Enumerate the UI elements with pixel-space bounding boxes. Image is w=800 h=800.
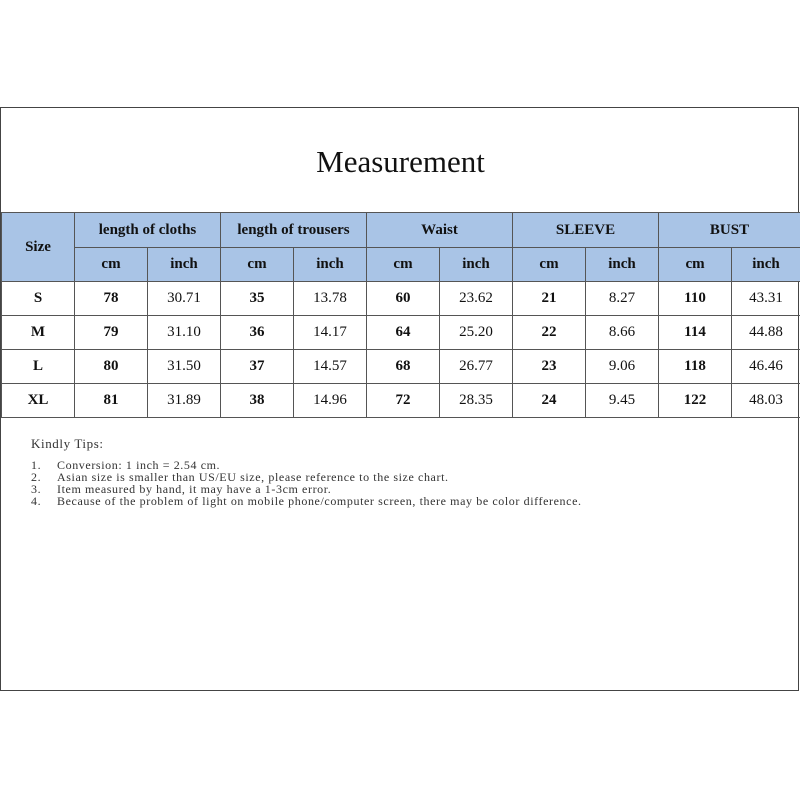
table-cell: 37 (221, 350, 294, 384)
unit-header-inch: inch (586, 248, 659, 282)
table-cell: 22 (513, 316, 586, 350)
size-table (1, 212, 800, 418)
size-label: L (2, 350, 75, 384)
list-item (31, 495, 657, 507)
unit-header-inch: inch (148, 248, 221, 282)
table-cell: 13.78 (294, 282, 367, 316)
tip-number: 3. (31, 482, 42, 496)
table-cell: 72 (367, 384, 440, 418)
unit-header-cm: cm (221, 248, 294, 282)
table-cell: 23 (513, 350, 586, 384)
tips-heading: Kindly Tips: (31, 436, 104, 451)
group-header-sleeve: SLEEVE (513, 213, 659, 248)
chart-title: Measurement (316, 144, 485, 179)
unit-header-cm: cm (513, 248, 586, 282)
table-cell: 114 (659, 316, 732, 350)
table-cell: 118 (659, 350, 732, 384)
tip-text: Asian size is smaller than US/EU size, please reference to the size chart. (57, 470, 449, 484)
table-row (2, 282, 800, 316)
table-cell: 81 (75, 384, 148, 418)
tip-text: Conversion: 1 inch = 2.54 cm. (57, 458, 221, 472)
group-header-waist: Waist (367, 213, 513, 248)
table-cell: 14.17 (294, 316, 367, 350)
size-column-header: Size (2, 213, 75, 282)
unit-header-cm: cm (367, 248, 440, 282)
group-header-length-of-trousers: length of trousers (221, 213, 367, 248)
table-cell: 24 (513, 384, 586, 418)
unit-header-cm: cm (75, 248, 148, 282)
tip-number: 2. (31, 470, 42, 484)
table-cell: 31.10 (148, 316, 221, 350)
table-cell: 44.88 (732, 316, 800, 350)
table-cell: 8.27 (586, 282, 659, 316)
table-cell: 31.50 (148, 350, 221, 384)
tip-number: 4. (31, 494, 42, 508)
table-cell: 38 (221, 384, 294, 418)
table-cell: 26.77 (440, 350, 513, 384)
size-chart-panel (0, 107, 799, 691)
table-cell: 36 (221, 316, 294, 350)
table-cell: 46.46 (732, 350, 800, 384)
unit-header-inch: inch (732, 248, 800, 282)
unit-header-inch: inch (440, 248, 513, 282)
group-header-bust: BUST (659, 213, 800, 248)
table-cell: 110 (659, 282, 732, 316)
group-header-length-of-cloths: length of cloths (75, 213, 221, 248)
table-cell: 122 (659, 384, 732, 418)
table-row (2, 316, 800, 350)
tips-list (31, 459, 657, 507)
kindly-tips (31, 436, 657, 507)
table-row (2, 384, 800, 418)
table-cell: 43.31 (732, 282, 800, 316)
header-row-groups (2, 213, 800, 248)
table-cell: 14.57 (294, 350, 367, 384)
header-row-units (2, 248, 800, 282)
table-cell: 9.45 (586, 384, 659, 418)
unit-header-inch: inch (294, 248, 367, 282)
table-cell: 23.62 (440, 282, 513, 316)
table-cell: 64 (367, 316, 440, 350)
table-cell: 30.71 (148, 282, 221, 316)
tip-text: Item measured by hand, it may have a 1-3cm error. (57, 482, 332, 496)
table-cell: 35 (221, 282, 294, 316)
table-cell: 79 (75, 316, 148, 350)
table-cell: 21 (513, 282, 586, 316)
table-cell: 78 (75, 282, 148, 316)
table-cell: 14.96 (294, 384, 367, 418)
tip-text: Because of the problem of light on mobile phone/computer screen, there may be color difference. (57, 494, 582, 508)
table-cell: 28.35 (440, 384, 513, 418)
table-cell: 9.06 (586, 350, 659, 384)
unit-header-cm: cm (659, 248, 732, 282)
table-cell: 80 (75, 350, 148, 384)
table-cell: 48.03 (732, 384, 800, 418)
table-cell: 8.66 (586, 316, 659, 350)
table-cell: 25.20 (440, 316, 513, 350)
size-label: XL (2, 384, 75, 418)
table-cell: 60 (367, 282, 440, 316)
table-row (2, 350, 800, 384)
size-label: S (2, 282, 75, 316)
tip-number: 1. (31, 458, 42, 472)
table-cell: 68 (367, 350, 440, 384)
size-label: M (2, 316, 75, 350)
table-cell: 31.89 (148, 384, 221, 418)
